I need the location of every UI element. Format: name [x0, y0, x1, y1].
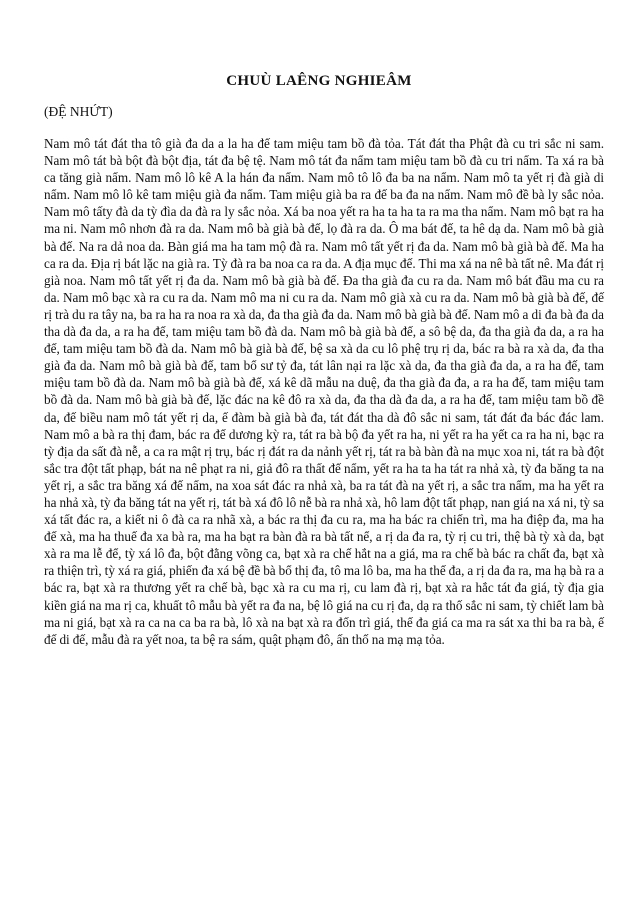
document-body: Nam mô tát đát tha tô già đa da a la ha đế tam miệu tam bồ đà tỏa. Tát đát tha Phật đà cu tri sắc ni sam. Nam mô tát bà bột đà bột địa, tát đa bệ tệ. Nam mô tát đa nẩm tam miệu tam bồ đà cu tri nẩm. Ta xá ra bà ca tăng già nẩm. Nam mô lô kê A la hán đa nẩm. Nam mô tô lô đa ba na nẩm. Nam mô ta yết rị đà già di nẩm. Nam mô lô kê tam miệu già đa nẩm. Tam miệu già ba ra đế ba đa na nẩm. Nam mô đề bà ly sắc nỏa. Nam mô tấty đà da tỳ đìa da đà ra ly sắc nỏa. Xá ba noa yết ra ha ta ha ta ra ma tha nẩm. Nam mô bạt ra ha ma ni. Nam mô nhơn đà ra da. Nam mô bà già bà đế, lọ đà ra da. Ô ma bát đế, ta hê dạ da. Nam mô bà già bà đế. Na ra dả noa da. Bàn giá ma ha tam mộ đà ra. Nam mô tất yết rị đa da. Nam mô bà già bà đế. Ma ha ca ra da. Địa rị bát lặc na già ra. Tỳ đà ra ba noa ca ra da. A địa mục đế. Thi ma xá na nê bà tất nê. Ma đát rị già noa. Nam mô tất yết rị đa da. Nam mô bà già bà đế. Đa tha già đa cu ra da. Nam mô bát đầu ma cu ra da. Nam mô bạc xà ra cu ra da. Nam mô ma ni cu ra da. Nam mô già xà cu ra da. Nam mô bà già bà đế, đế rị trà du ra tây na, ba ra ha ra noa ra xà da, đa tha già đa da. Nam mô bà già bà đế. Nam mô a di đa bà đa da tha dà đa da, a ra ha đế, tam miệu tam bồ đà da. Nam mô bà già bà đế, a sô bệ da, đa tha già đa da, a ra ha đế, tam miệu tam bồ đà da. Nam mô bà già bà đế, bệ sa xà da cu lô phệ trụ rị da, bác ra bà ra xà da, đa tha già đa da. Nam mô bà già bà đế, tam bổ sư tỷ đa, tát lân nại ra lặc xà da, đa tha già đa da, a ra ha đế, tam miệu tam bồ đà da. Nam mô bà già bà đế, xá kê dã mẫu na duệ, đa tha già đa đa, a ra ha đế, tam miệu tam bồ đà da. Nam mô bà già bà đế, lặc đác na kê đô ra xà da, đa tha dà đa da, a ra ha đế, tam miệu tam bồ đề da, đế biều nam mô tát yết rị da, ế đàm bà già bà đa, tát đát tha dà đô sắc ni sam, tát đát đa bác đác lam. Nam mô a bà ra thị đam, bác ra đế dương kỳ ra, tát ra bà bộ đa yết ra ha, ni yết ra ha yết ca ra ha ni, bạc ra tỳ địa da sất đà nễ, a ca ra mật rị trụ, bác rị đát ra da nảnh yết rị, tát ra bà bàn đà na mục xoa ni, tát ra bà đột sắc tra đột tất phạp, bát na nê phạt ra ni, giả đô ra thất đế nẩm, yết ra ha ta ha tát ra nhả xà, tỳ đa băng ta na yết rị, a sắc tra băng xá đế nẩm, na xoa sát đác ra nhả xà, ba ra tát đà na yết rị, a sắc tra nẩm, ma ha yết ra ha nhả xà, tỳ đa băng tát na yết rị, tát bà xá đô lô nễ bà ra nhả xà, hô lam đột tất phạp, nan giá na xá ni, tỳ sa xá tất đác ra, a kiết ni ô đà ca ra nhã xà, a bác ra thị đa cu ra, ma ha bác ra chiến trì, ma ha điệp đa, ma ha đế xà, ma ha thuế đa xa bà ra, ma ha bạt ra bàn đà ra bà tất nể, a rị da đa ra, tỳ rị cu tri, thệ bà tỳ xà da, bạt xà ra ma lễ để, tỳ xá lô đa, bột đằng võng ca, bạt xà ra chế hắt na a giá, ma ra chế bà bác ra chất đa, bạt xà ra thiện trì, tỳ xá ra giá, phiến đa xá bệ đề bà bổ thị đa, tô ma lô ba, ma ha thế đa, a rị da đa ra, ma hạ bà ra a bác ra, bạt xà ra thương yết ra chế bà, bạc xà ra cu ma rị, cu lam đà rị, bạt xà ra hắc tát đa giá, tỳ địa gia kiền giá na ma rị ca, khuất tô mẫu bà yết ra đa na, bệ lô giá na cu rị đa, dạ ra thố sắc ni sam, tỳ chiết lam bà ma ni giá, bạt xà ra ca na ca ba ra bà, lô xà na bạt xà ra đốn trì giá, thế đa giá ca ma ra sát xa thi ba ra bà, ế đế di đế, mẫu đà ra yết noa, ta bệ ra sám, quật phạm đô, ấn thố na mạ mạ tỏa.	[44, 136, 604, 647]
document-title: CHUÙ LAÊNG NGHIEÂM	[226, 73, 412, 89]
document-subtitle: (ĐỆ NHỨT)	[44, 104, 113, 119]
